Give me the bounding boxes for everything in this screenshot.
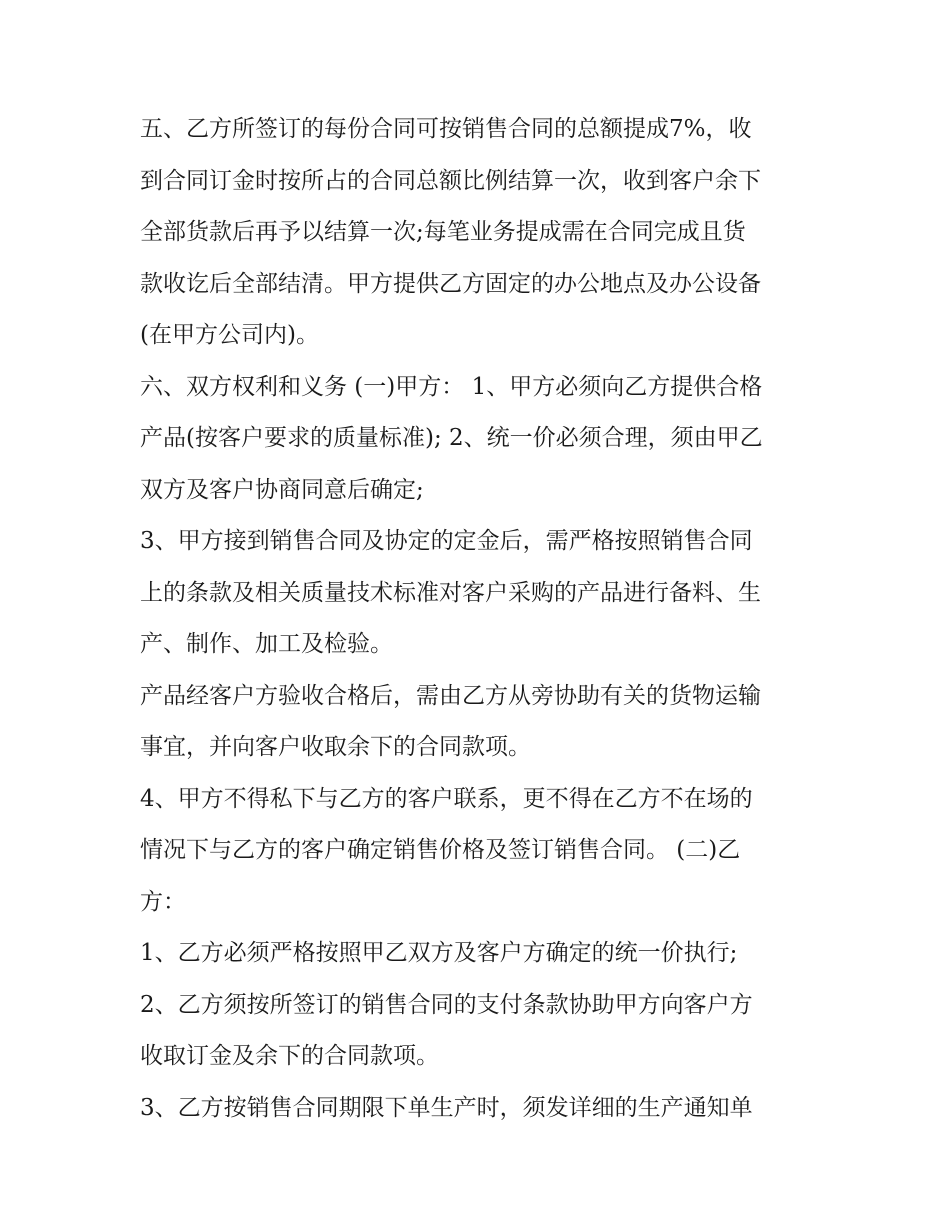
text-line: 全部货款后再予以结算一次;每笔业务提成需在合同完成且货 [140,219,746,245]
document-body [140,104,820,1134]
paragraph-commission [140,104,820,362]
text-line: 款收讫后全部结清。甲方提供乙方固定的办公地点及办公设备 [140,270,761,297]
text-line: 双方及客户协商同意后确定; [140,476,424,503]
text-line: 3、甲方接到销售合同及协定的定金后，需严格按照销售合同 [140,528,753,554]
paragraph-inspection-transport [140,671,820,774]
text-line: 方： [140,888,186,915]
text-line: 4、甲方不得私下与乙方的客户联系，更不得在乙方不在场的 [140,785,753,812]
text-line: (在甲方公司内)。 [140,322,319,348]
paragraph-party-b-clause-3 [140,1083,820,1135]
text-line: 六、双方权利和义务 (一)甲方： 1、甲方必须向乙方提供合格 [140,373,763,400]
text-line: 2、乙方须按所签订的销售合同的支付条款协助甲方向客户方 [140,991,753,1018]
paragraph-rights-obligations [140,362,820,517]
text-line: 产品经客户方验收合格后，需由乙方从旁协助有关的货物运输 [140,682,761,709]
text-line: 产品(按客户要求的质量标准); 2、统一价必须合理，须由甲乙 [140,425,763,451]
text-line: 3、乙方按销售合同期限下单生产时，须发详细的生产通知单 [140,1094,753,1121]
text-line: 到合同订金时按所占的合同总额比例结算一次，收到客户余下 [140,167,761,194]
paragraph-party-b-clause-2 [140,980,820,1083]
text-line: 1、乙方必须严格按照甲乙双方及客户方确定的统一价执行; [140,940,738,966]
paragraph-party-b-clause-1 [140,928,820,980]
text-line: 情况下与乙方的客户确定销售价格及签订销售合同。 (二)乙 [140,837,741,863]
text-line: 事宜，并向客户收取余下的合同款项。 [140,734,531,760]
paragraph-party-a-clause-3 [140,516,820,671]
paragraph-party-a-clause-4 [140,774,820,929]
text-line: 上的条款及相关质量技术标准对客户采购的产品进行备料、生 [140,579,761,606]
text-line: 产、制作、加工及检验。 [140,631,393,657]
text-line: 收取订金及余下的合同款项。 [140,1043,439,1069]
text-line: 五、乙方所签订的每份合同可按销售合同的总额提成7%，收 [140,116,752,142]
